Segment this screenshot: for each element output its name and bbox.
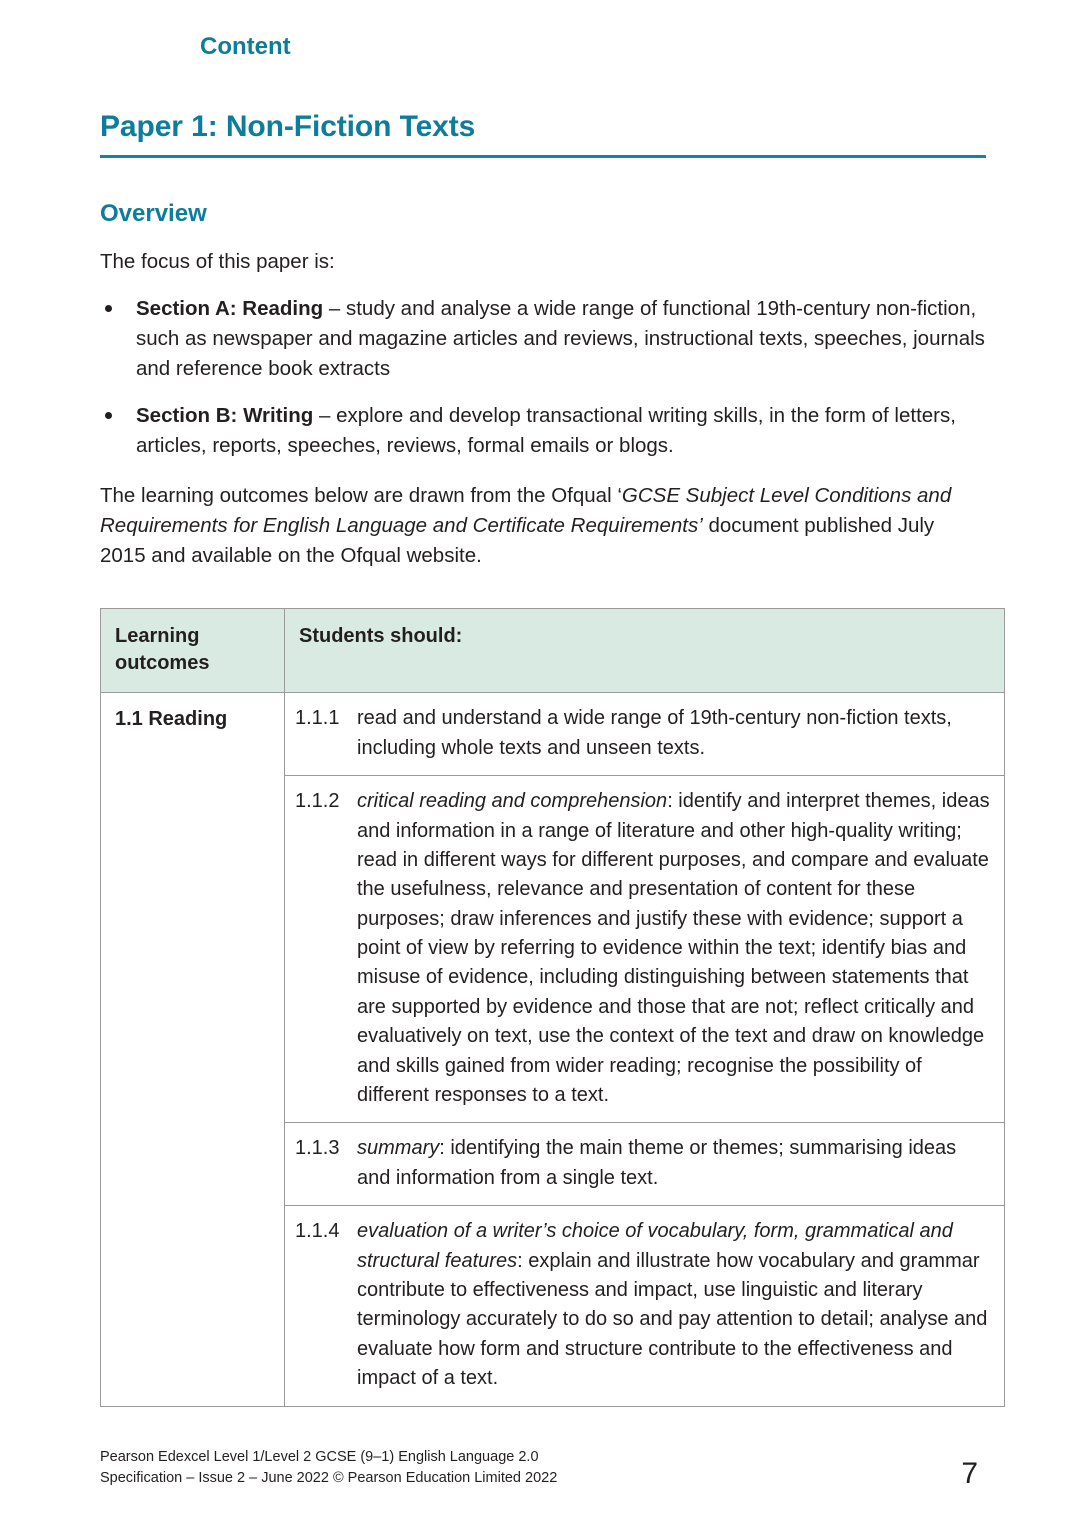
bullet-lead-label: Section B: Writing (136, 404, 314, 428)
footer-text-block (100, 1447, 1000, 1488)
outcome-number: 1.1.3 (295, 1137, 340, 1160)
bullet-dot-icon (105, 412, 112, 419)
section-heading-overview: Overview (100, 199, 207, 227)
table-body (101, 693, 1005, 1406)
outcome-item (295, 1134, 992, 1193)
overview-intro-text: The focus of this paper is: (100, 250, 335, 274)
list-item (100, 294, 986, 384)
page-footer (100, 1447, 1000, 1488)
bullet-dot-icon (105, 305, 112, 312)
outcome-italic-lead: critical reading and comprehension (357, 790, 668, 813)
footer-line-2: Specification – Issue 2 – June 2022 © Pearson Education Limited 2022 (100, 1469, 558, 1486)
outcome-number: 1.1.1 (295, 707, 340, 730)
content-paragraph (100, 461, 984, 571)
list-item (100, 401, 986, 461)
outcome-item (295, 704, 992, 763)
table-cell-outcome-1-1-3 (285, 1123, 1005, 1206)
page-number: 7 (961, 1457, 978, 1490)
outcome-text: : identify and interpret themes, ideas and information in a range of literature and other high-quality writing; read in different ways for different purposes, and compare and evaluate the usefulness, relevance and presentation of content for these purposes; draw inferences and justify these with evidence; support a point of view by referring to evidence within the text; identify bias and misuse of evidence, including distinguishing between statements that are supported by evidence and those that are not; reflect critically and evaluatively on text, use the context of the text and draw on knowledge and skills gained from wider reading; recognise the possibility of different responses to a text. (357, 790, 990, 1107)
table-cell-outcome-1-1-4 (285, 1206, 1005, 1406)
outcome-number: 1.1.2 (295, 790, 340, 813)
table-column-header-students-should: Students should: (285, 609, 1005, 693)
bullet-lead-label: Section A: Reading (136, 297, 324, 321)
section-heading-content: Content (200, 33, 291, 60)
outcome-item (295, 787, 992, 1110)
outcome-number: 1.1.4 (295, 1220, 340, 1243)
table-cell-outcome-1-1-1 (285, 693, 1005, 776)
outcome-item (295, 1217, 992, 1393)
content-paragraph-part2: document published July 2015 and available on the Ofqual website. (100, 514, 935, 568)
table-row (101, 693, 1005, 776)
table-header (101, 609, 1005, 693)
bullet-body-text: – explore and develop transactional writing skills, in the form of letters, articles, reports, speeches, reviews, formal emails or blogs. (136, 404, 956, 458)
table-cell-outcome-1-1-2 (285, 776, 1005, 1123)
outcome-italic-lead: summary (357, 1137, 440, 1160)
footer-line-1: Pearson Edexcel Level 1/Level 2 GCSE (9–1) English Language 2.0 (100, 1449, 539, 1465)
table-header-row (101, 609, 1005, 693)
outcome-text: : identifying the main theme or themes; summarising ideas and information from a single text. (357, 1137, 957, 1189)
outcome-text: : explain and illustrate how vocabulary and grammar contribute to effectiveness and impact, use linguistic and literary terminology accurately to do so and pay attention to detail; analyse and evaluate how form and structure contribute to the effectiveness and impact of a text. (357, 1249, 988, 1390)
learning-outcomes-table (100, 608, 1005, 1406)
bullet-body-text: – study and analyse a wide range of functional 19th-century non-fiction, such as newspaper and magazine articles and reviews, instructional texts, speeches, journals and reference book extracts (136, 297, 985, 381)
page-title: Paper 1: Non-Fiction Texts (100, 110, 476, 143)
outcome-text: read and understand a wide range of 19th-century non-fiction texts, including whole texts and unseen texts. (357, 707, 952, 759)
table-row-label-reading: 1.1 Reading (101, 693, 285, 1406)
content-paragraph-part1: The learning outcomes below are drawn from the Ofqual ‘ (100, 484, 622, 508)
page-content (100, 0, 990, 1407)
outcome-italic-lead: evaluation of a writer’s choice of vocabulary, form, grammatical and structural features (357, 1220, 953, 1272)
overview-bullet-list (100, 277, 986, 461)
table-column-header-learning-outcomes: Learning outcomes (101, 609, 285, 693)
content-paragraph-italic-title: GCSE Subject Level Conditions and Requirements for English Language and Certificate Requirements’ (100, 484, 952, 538)
